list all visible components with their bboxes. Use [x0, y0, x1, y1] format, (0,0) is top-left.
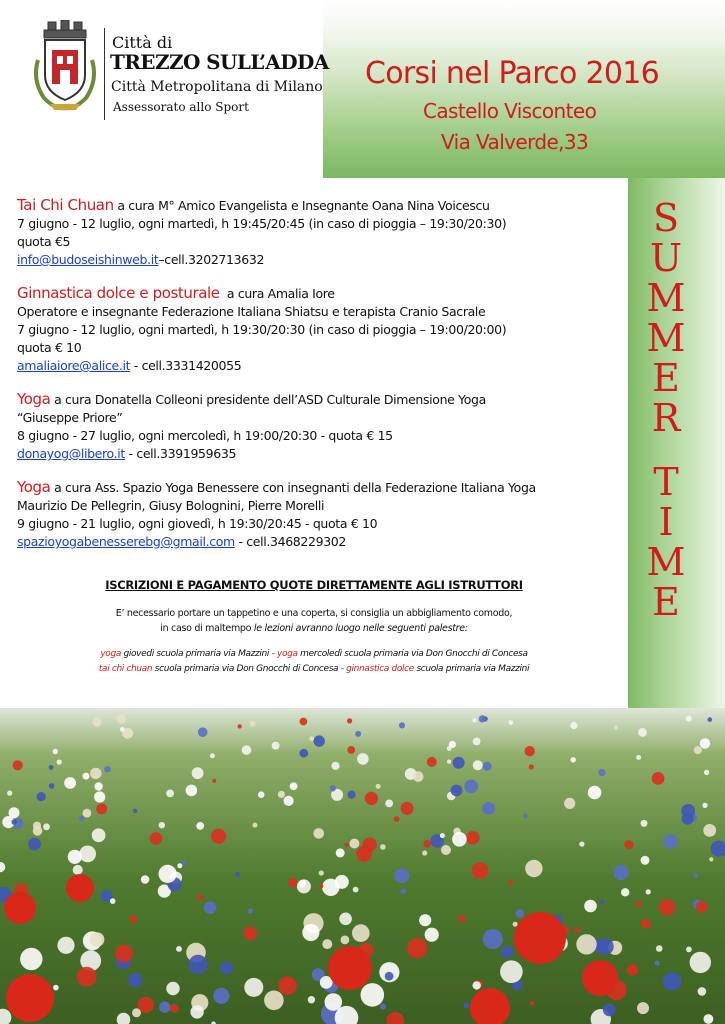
meadow-flower — [525, 746, 535, 756]
meadow-flower — [188, 955, 207, 974]
meadow-flower — [704, 1014, 714, 1024]
course-item — [17, 196, 622, 269]
course-text: 7 giugno - 12 luglio, ogni martedì, h 19:30/20:30 (in caso di pioggia – 19:00/20:00) — [17, 322, 507, 337]
course-text: a cura Amalia Iore — [226, 286, 335, 301]
meadow-flower — [120, 727, 125, 732]
course-text: 7 giugno - 12 luglio, ogni martedì, h 19:45/20:45 (in caso di pioggia – 19:30/20:30) — [17, 216, 507, 231]
sched-place: giovedì scuola primaria via Mazzini - — [121, 649, 277, 659]
meadow-flower — [361, 983, 385, 1007]
meadow-flower — [341, 936, 350, 945]
course-phone: –cell.3202713632 — [158, 252, 265, 267]
meadow-flower — [636, 755, 641, 760]
meadow-flower — [513, 922, 518, 927]
meadow-flower — [479, 715, 486, 722]
side-letter: T — [653, 460, 679, 504]
courses-list — [17, 196, 622, 566]
poppy-flower — [514, 912, 566, 964]
sched-activity: yoga — [276, 649, 298, 659]
meadow-flower — [663, 972, 682, 991]
meadow-flower — [314, 735, 325, 746]
meadow-flower — [584, 900, 597, 913]
side-letter: M — [646, 316, 686, 360]
meadow-flower — [376, 784, 381, 789]
meadow-flower — [709, 857, 713, 861]
meadow-flower — [264, 991, 284, 1011]
course-email-link[interactable]: donayog@libero.it — [17, 446, 125, 461]
meadow-flower — [447, 746, 452, 751]
side-letter: M — [646, 540, 686, 584]
meadow-flower — [363, 838, 377, 852]
meadow-flower — [529, 764, 534, 769]
meadow-flower — [212, 779, 216, 783]
meadow-flower — [33, 822, 41, 830]
meadow-flower — [77, 967, 97, 987]
meadow-flower — [322, 939, 332, 949]
side-letter: E — [652, 580, 680, 624]
meadow-flower — [394, 868, 409, 883]
meadow-flower — [196, 822, 204, 830]
meadow-flower — [686, 716, 692, 722]
meadow-flower — [278, 976, 296, 994]
meadow-flower — [564, 798, 575, 809]
meadow-flower — [466, 831, 479, 844]
meadow-flower — [424, 840, 432, 848]
meadow-flower — [250, 721, 256, 727]
meadow-flower — [170, 1004, 179, 1013]
meadow-flower — [425, 928, 439, 942]
meadow-flower — [79, 846, 96, 863]
sched-activity: ginnastica dolce — [346, 664, 414, 674]
meadow-flower — [96, 803, 107, 814]
course-text: a cura Donatella Colleoni presidente dell’ASD Culturale Dimensione Yoga — [54, 392, 486, 407]
side-letter: S — [652, 196, 680, 240]
meadow-flower — [464, 780, 478, 794]
meadow-flower — [698, 987, 707, 996]
meadow-flower — [571, 757, 576, 762]
meadow-flower — [686, 947, 692, 953]
meadow-flower — [141, 875, 150, 884]
metro-label: Città Metropolitana di Milano — [111, 79, 323, 95]
meadow-flower — [380, 844, 386, 850]
course-name: Yoga — [17, 478, 51, 496]
meadow-flower — [588, 786, 602, 800]
meadow-flower — [352, 924, 370, 942]
meadow-flower — [464, 1003, 470, 1009]
city-prefix: Città di — [112, 33, 173, 52]
meadow-flower — [339, 913, 352, 926]
course-text: Operatore e insegnante Federazione Italiana Shiatsu e terapista Cranio Sacrale — [17, 304, 486, 319]
meadow-flower — [20, 948, 42, 970]
meadow-flower — [92, 828, 106, 842]
side-letter: U — [649, 236, 683, 280]
meadow-flower — [473, 760, 483, 770]
course-name: Ginnastica dolce e posturale — [17, 284, 220, 302]
meadow-flower — [703, 824, 716, 837]
sched-place: scuola primaria via Don Gnocchi di Concesa - — [152, 664, 347, 674]
meadow-flower — [355, 731, 361, 737]
meadow-flower — [447, 760, 451, 764]
meadow-flower — [427, 757, 437, 767]
meadow-flower — [79, 816, 84, 821]
meadow-flower — [116, 714, 126, 724]
meadow-flower — [220, 962, 233, 975]
meadow-flower — [190, 1005, 203, 1018]
course-item — [17, 284, 622, 375]
side-letter: E — [652, 356, 680, 400]
meadow-flower — [309, 736, 314, 741]
meadow-flower — [516, 909, 524, 917]
meadow-flower — [90, 932, 104, 946]
course-item — [17, 478, 622, 551]
city-crest-icon — [30, 20, 100, 112]
meadow-flower — [641, 856, 650, 865]
course-text: 9 giugno - 21 luglio, ogni giovedì, h 19:30/20:45 - quota € 10 — [17, 516, 378, 531]
meadow-flower — [49, 765, 54, 770]
meadow-flower — [704, 770, 709, 775]
meadow-flower — [652, 772, 665, 785]
summer-time-vertical — [634, 198, 698, 622]
meadow-flower — [401, 889, 407, 895]
course-name: Yoga — [17, 390, 51, 408]
meadow-flower — [166, 982, 179, 995]
course-text: 8 giugno - 27 luglio, ogni mercoledì, h 19:00/20:30 - quota € 15 — [17, 428, 393, 443]
meadow-flower — [357, 753, 369, 765]
meadow-flower — [57, 759, 62, 764]
sched-activity: yoga — [100, 649, 121, 659]
meadow-flower — [68, 850, 82, 864]
meadow-flower — [49, 783, 55, 789]
meadow-flower — [473, 981, 481, 989]
meadow-flower — [331, 762, 339, 770]
meadow-flower — [198, 727, 208, 737]
meadow-flower — [453, 757, 465, 769]
meadow-flower — [197, 894, 203, 900]
meadow-flower — [401, 802, 414, 815]
course-phone: - cell.3468229302 — [234, 534, 347, 549]
meadow-flower — [298, 880, 306, 888]
meadow-flower — [523, 814, 527, 818]
meadow-flower — [441, 845, 451, 855]
meadow-flower — [159, 1001, 170, 1012]
meadow-flower — [501, 946, 514, 959]
meadow-flower — [204, 901, 217, 914]
meadow-flower — [94, 782, 102, 790]
side-letter: M — [646, 276, 686, 320]
meadow-flower — [115, 945, 133, 963]
meadow-flower — [482, 802, 495, 815]
course-phone: - cell.3391959635 — [124, 446, 237, 461]
meadow-flower — [394, 816, 400, 822]
meadow-flower — [663, 834, 677, 848]
meadow-flower — [353, 887, 359, 893]
meadow-flower — [641, 820, 648, 827]
meadow-flower — [452, 832, 467, 847]
meadow-flower — [682, 813, 694, 825]
meadow-flower — [407, 938, 427, 958]
meadow-flower — [621, 888, 629, 896]
meadow-flower — [530, 1001, 535, 1006]
side-letter: R — [651, 396, 681, 440]
sched-place: mercoledì scuola primaria via Don Gnocchi di Concesa — [297, 649, 528, 659]
meadow-flower — [570, 722, 577, 729]
course-email-link[interactable]: info@budoseishinweb.it — [17, 252, 159, 267]
meadow-flower — [213, 988, 229, 1004]
meadow-flower — [244, 978, 263, 997]
meadow-flower — [110, 898, 116, 904]
meadow-flower — [483, 762, 492, 771]
meadow-flower — [308, 996, 315, 1003]
meadow-flower — [150, 832, 163, 845]
meadow-flower — [94, 791, 105, 802]
meadow-flower — [708, 717, 713, 722]
meadow-flower — [192, 767, 204, 779]
meadow-flower — [244, 927, 258, 941]
meadow-flower — [696, 901, 708, 913]
meadow-flower — [614, 725, 618, 729]
meadow-flower — [598, 769, 605, 776]
meadow-flower — [385, 972, 394, 981]
meadow-flower — [413, 771, 424, 782]
meadow-flower — [93, 717, 102, 726]
sched-activity: tai chi chuan — [98, 664, 153, 674]
meadow-flower — [637, 1002, 649, 1014]
meadow-flower — [330, 785, 336, 791]
city-name: TREZZO SULL’ADDA — [110, 50, 329, 74]
meadow-flower — [399, 722, 405, 728]
course-text: a cura Ass. Spazio Yoga Benessere con insegnanti della Federazione Italiana Yoga — [54, 480, 536, 495]
meadow-flower — [129, 915, 137, 923]
meadow-flower — [272, 742, 280, 750]
meadow-flower — [253, 823, 258, 828]
meadow-flower — [656, 945, 663, 952]
meadow-flower — [646, 889, 651, 894]
meadow-flower — [500, 960, 523, 983]
meadow-flower — [574, 927, 580, 933]
meadow-flower — [385, 800, 393, 808]
meadow-flower — [345, 843, 349, 847]
meadow-flower — [347, 746, 355, 754]
meadow-flower — [336, 848, 345, 857]
meadow-flower — [347, 718, 352, 723]
meadow-flower — [290, 782, 298, 790]
course-email-link[interactable]: spazioyogabenesserebg@gmail.com — [17, 534, 235, 549]
meadow-flower — [508, 720, 513, 725]
course-name: Tai Chi Chuan — [17, 196, 114, 214]
meadow-flower — [210, 753, 215, 758]
meadow-flower — [700, 738, 710, 748]
course-text: a cura M° Amico Evangelista e Insegnante Oana Nina Voicescu — [117, 198, 490, 213]
meadow-flower — [693, 873, 698, 878]
meadow-flower — [166, 790, 174, 798]
meadow-flower — [159, 822, 165, 828]
poppy-flower — [66, 874, 94, 902]
meadow-flower — [508, 879, 513, 884]
meadow-flower — [365, 792, 378, 805]
meadow-flower — [636, 901, 642, 907]
meadow-flower — [694, 746, 702, 754]
meadow-flower — [299, 749, 308, 758]
meadow-flower — [600, 900, 604, 904]
flower-meadow-image — [0, 708, 725, 1024]
meadow-flower — [302, 924, 319, 941]
meadow-flower — [347, 791, 355, 799]
meadow-flower — [576, 934, 596, 954]
meadow-flower — [440, 833, 445, 838]
meadow-flower — [104, 766, 110, 772]
meadow-flower — [472, 718, 476, 722]
location-line1: Castello Visconteo — [423, 99, 597, 123]
meadow-flower — [349, 839, 359, 849]
meadow-flower — [284, 796, 294, 806]
meadow-flower — [159, 865, 177, 883]
meadow-flower — [319, 884, 323, 888]
meadow-flower — [13, 760, 23, 770]
meadow-flower — [313, 828, 324, 839]
meadow-flower — [248, 908, 253, 913]
meadow-flower — [325, 993, 343, 1011]
meadow-flower — [288, 878, 297, 887]
poppy-flower — [328, 946, 372, 990]
meadow-flower — [419, 914, 431, 926]
header-divider — [104, 28, 105, 120]
meadow-flower — [473, 738, 481, 746]
meadow-flower — [242, 745, 252, 755]
info-line: in caso di maltempo — [160, 623, 254, 634]
meadow-flower — [90, 768, 101, 779]
meadow-flower — [380, 1004, 386, 1010]
meadow-flower — [176, 946, 182, 952]
meadow-flower — [177, 863, 182, 868]
meadow-flower — [53, 749, 58, 754]
meadow-flower — [641, 919, 651, 929]
course-text: quota € 10 — [17, 340, 82, 355]
meadow-flower — [690, 952, 711, 973]
meadow-flower — [53, 985, 59, 991]
meadow-flower — [73, 865, 83, 875]
course-item — [17, 390, 622, 463]
meadow-flower — [7, 791, 12, 796]
meadow-flower — [43, 823, 50, 830]
meadow-flower — [11, 819, 17, 825]
info-line: E’ necessario portare un tappetino e una coperta, si consiglia un abbigliamento comodo, — [115, 608, 513, 619]
course-phone: - cell.3331420055 — [130, 358, 242, 373]
meadow-flower — [28, 838, 41, 851]
location-line2: Via Valverde,33 — [441, 130, 589, 154]
meadow-flower — [624, 840, 633, 849]
poppy-flower — [582, 960, 618, 996]
meadow-flower — [186, 785, 198, 797]
meadow-flower — [472, 862, 489, 879]
meadow-flower — [638, 728, 647, 737]
poppy-flower — [6, 974, 54, 1022]
info-text — [0, 606, 628, 636]
poppy-flower — [4, 892, 36, 924]
meadow-flower — [64, 777, 76, 789]
meadow-flower — [483, 929, 503, 949]
meadow-flower — [613, 865, 628, 880]
course-text: Maurizio De Pellegrin, Giusy Bolognini, Pierre Morelli — [17, 498, 325, 513]
meadow-flower — [128, 973, 142, 987]
course-email-link[interactable]: amaliaiore@alice.it — [17, 358, 131, 373]
meadow-flower — [659, 899, 676, 916]
meadow-flower — [451, 785, 463, 797]
meadow-flower — [422, 850, 427, 855]
gym-schedule — [0, 647, 628, 677]
info-line-italic: le lezioni avranno luogo nelle seguenti palestre: — [253, 623, 468, 634]
meadow-flower — [133, 809, 137, 813]
meadow-flower — [278, 791, 285, 798]
meadow-flower — [238, 724, 242, 728]
meadow-flower — [57, 937, 74, 954]
meadow-flower — [603, 1004, 616, 1017]
meadow-flower — [335, 875, 349, 889]
meadow-flower — [458, 915, 465, 922]
meadow-flower — [37, 792, 46, 801]
department-label: Assessorato allo Sport — [113, 100, 249, 114]
meadow-flower — [655, 960, 660, 965]
meadow-flower — [525, 860, 542, 877]
meadow-flower — [83, 809, 92, 818]
meadow-flower — [235, 872, 240, 877]
meadow-flower — [702, 803, 707, 808]
meadow-flower — [258, 791, 265, 798]
page-title: Corsi nel Parco 2016 — [365, 56, 660, 91]
meadow-flower — [83, 773, 90, 780]
registration-notice: ISCRIZIONI E PAGAMENTO QUOTE DIRETTAMENTE AGLI ISTRUTTORI — [105, 578, 523, 592]
course-text: quota €5 — [17, 234, 71, 249]
sched-place: scuola primaria via Mazzini — [413, 664, 530, 674]
meadow-flower — [597, 938, 613, 954]
course-text: “Giuseppe Priore” — [17, 410, 123, 425]
meadow-flower — [211, 829, 226, 844]
meadow-flower — [627, 964, 638, 975]
meadow-flower — [300, 718, 308, 726]
meadow-flower — [138, 997, 154, 1013]
meadow-flower — [319, 870, 324, 875]
meadow-flower — [579, 842, 584, 847]
side-letter: I — [658, 500, 674, 544]
